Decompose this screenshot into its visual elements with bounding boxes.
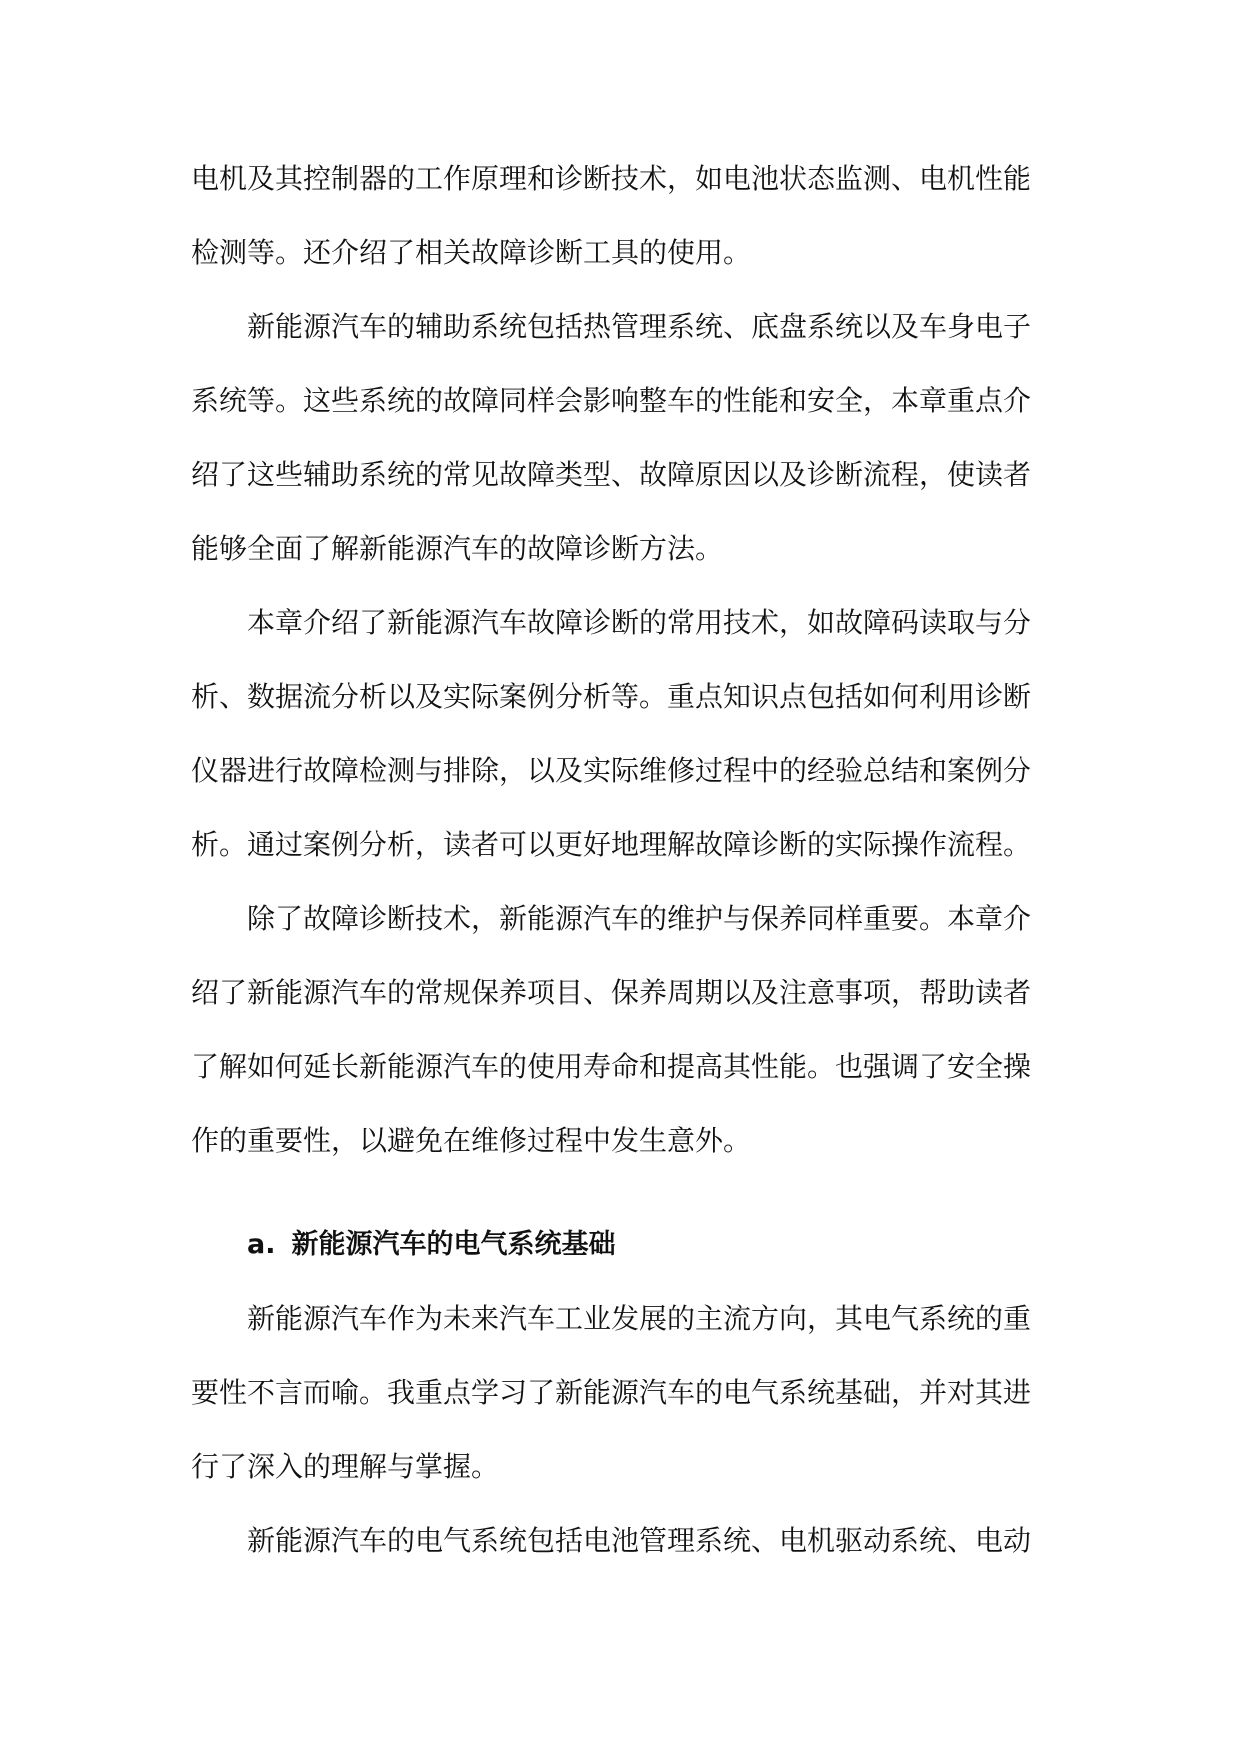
text-line: 检测等。还介绍了相关故障诊断工具的使用。 xyxy=(191,236,752,269)
paragraph xyxy=(191,290,1051,586)
text-line: 作的重要性，以避免在维修过程中发生意外。 xyxy=(191,1124,752,1157)
paragraph xyxy=(191,1282,1051,1504)
text-line: 电机及其控制器的工作原理和诊断技术，如电池状态监测、电机性能 xyxy=(191,162,1032,195)
paragraph xyxy=(191,142,1051,290)
text-line: 行了深入的理解与掌握。 xyxy=(191,1450,500,1483)
text-line: 了解如何延长新能源汽车的使用寿命和提高其性能。也强调了安全操 xyxy=(191,1050,1032,1083)
text-line: 新能源汽车作为未来汽车工业发展的主流方向，其电气系统的重 xyxy=(247,1302,1032,1335)
heading-text: 新能源汽车的电气系统基础 xyxy=(291,1229,616,1260)
text-line: 除了故障诊断技术，新能源汽车的维护与保养同样重要。本章介 xyxy=(247,902,1032,935)
text-line: 本章介绍了新能源汽车故障诊断的常用技术，如故障码读取与分 xyxy=(247,606,1032,639)
text-line: 新能源汽车的电气系统包括电池管理系统、电机驱动系统、电动 xyxy=(247,1524,1032,1557)
text-line: 析、数据流分析以及实际案例分析等。重点知识点包括如何利用诊断 xyxy=(191,680,1032,713)
document-page xyxy=(191,142,1051,1578)
text-line: 系统等。这些系统的故障同样会影响整车的性能和安全，本章重点介 xyxy=(191,384,1032,417)
paragraph xyxy=(191,882,1051,1178)
text-line: 要性不言而喻。我重点学习了新能源汽车的电气系统基础，并对其进 xyxy=(191,1376,1032,1409)
text-line: 析。通过案例分析，读者可以更好地理解故障诊断的实际操作流程。 xyxy=(191,828,1032,861)
section-heading xyxy=(191,1208,1051,1282)
spacer xyxy=(191,1178,1051,1208)
text-line: 新能源汽车的辅助系统包括热管理系统、底盘系统以及车身电子 xyxy=(247,310,1032,343)
paragraph xyxy=(191,586,1051,882)
text-line: 能够全面了解新能源汽车的故障诊断方法。 xyxy=(191,532,724,565)
text-line: 绍了新能源汽车的常规保养项目、保养周期以及注意事项，帮助读者 xyxy=(191,976,1032,1009)
paragraph xyxy=(191,1504,1051,1578)
text-line: 绍了这些辅助系统的常见故障类型、故障原因以及诊断流程，使读者 xyxy=(191,458,1032,491)
heading-marker: a. xyxy=(247,1229,276,1260)
text-line: 仪器进行故障检测与排除，以及实际维修过程中的经验总结和案例分 xyxy=(191,754,1032,787)
